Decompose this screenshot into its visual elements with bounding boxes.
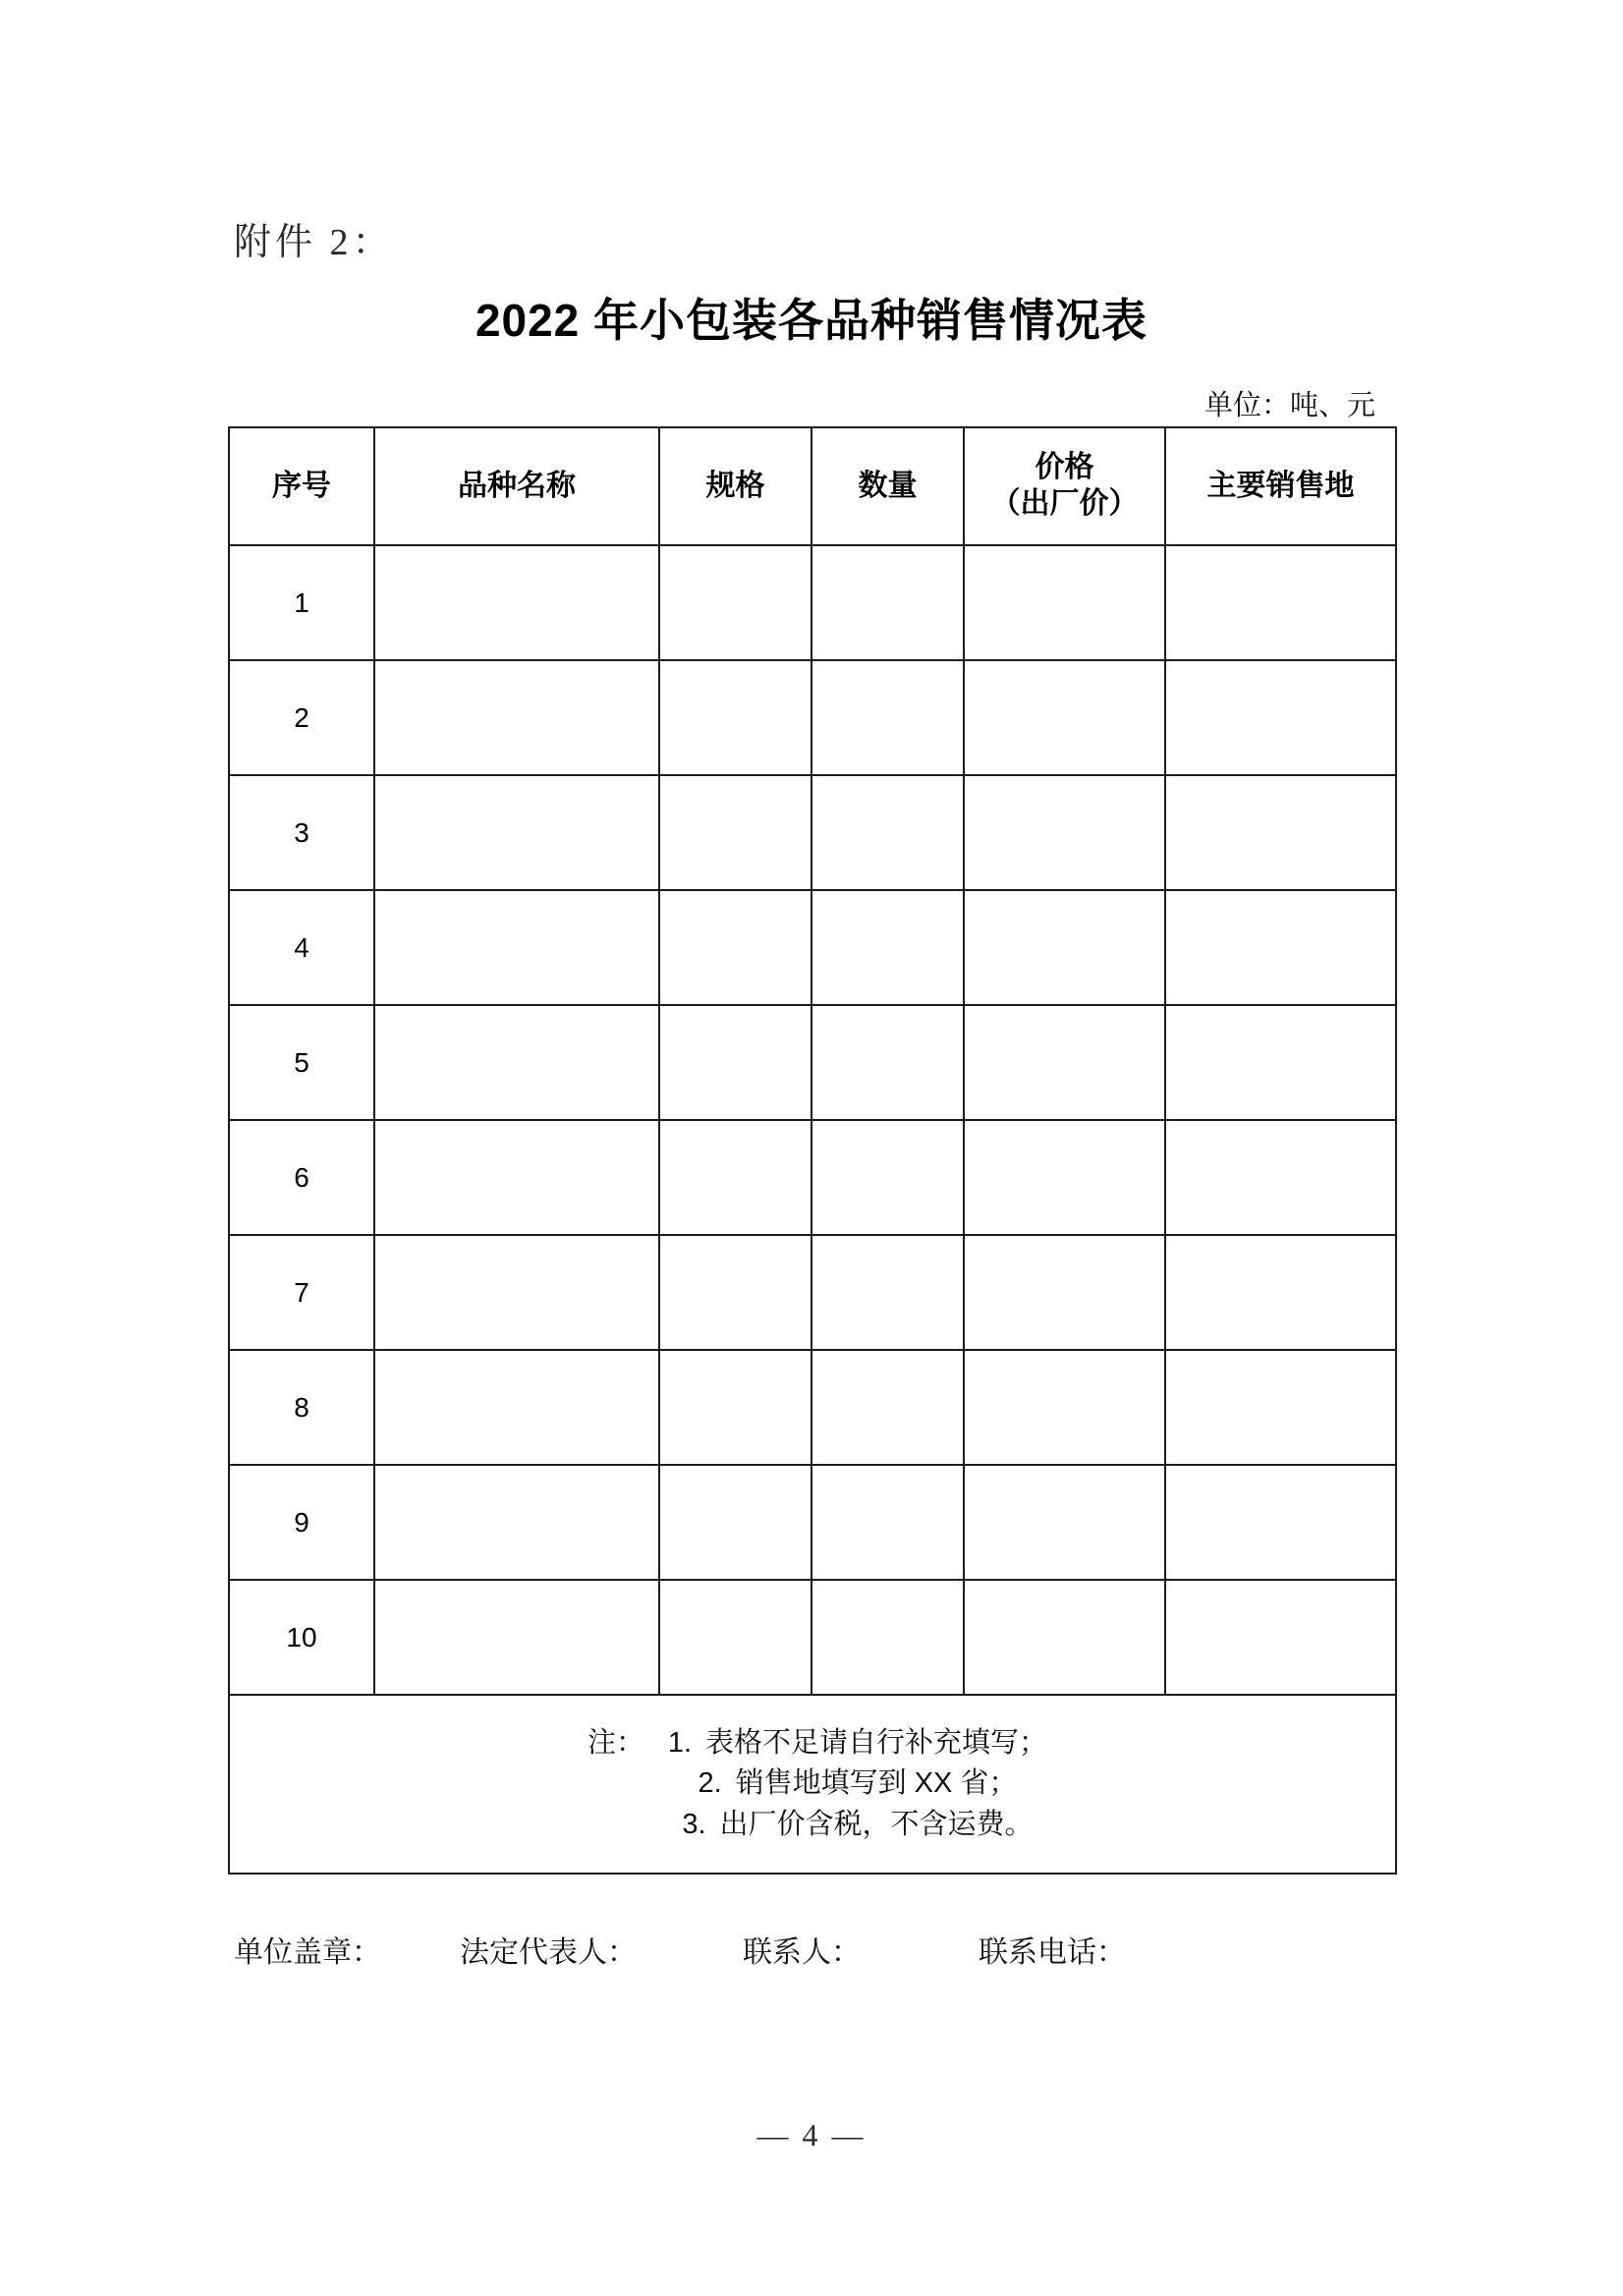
cell-variety-name[interactable] [374, 1235, 659, 1350]
cell-variety-name[interactable] [374, 1350, 659, 1465]
cell-variety-name[interactable] [374, 1580, 659, 1695]
cell-specification[interactable] [659, 1235, 812, 1350]
cell-variety-name[interactable] [374, 1465, 659, 1580]
cell-specification[interactable] [659, 660, 812, 775]
cell-quantity[interactable] [812, 1005, 964, 1120]
column-header-price-line2: （出厂价） [990, 487, 1139, 520]
table-row [229, 1580, 1396, 1695]
sales-table-container [228, 426, 1395, 1875]
column-header-price-line1: 价格 [1035, 451, 1094, 484]
signature-row [234, 1928, 1403, 1971]
note-item [230, 1805, 1395, 1845]
cell-specification[interactable] [659, 545, 812, 660]
table-row [229, 1005, 1396, 1120]
note-number: 2. [698, 1767, 722, 1800]
signature-field-2[interactable]: 法定代表人： [460, 1936, 637, 1969]
cell-main-sales-area[interactable] [1165, 890, 1396, 1005]
cell-main-sales-area[interactable] [1165, 775, 1396, 890]
cell-index: 2 [229, 660, 374, 775]
attachment-label: 附件 2： [234, 222, 394, 263]
table-header [229, 427, 1396, 545]
cell-index: 4 [229, 890, 374, 1005]
cell-specification[interactable] [659, 890, 812, 1005]
table-row [229, 1465, 1396, 1580]
cell-quantity[interactable] [812, 1465, 964, 1580]
table-row [229, 890, 1396, 1005]
table-row [229, 775, 1396, 890]
cell-index: 5 [229, 1005, 374, 1120]
column-header-specification: 规格 [659, 427, 812, 545]
cell-index: 10 [229, 1580, 374, 1695]
cell-variety-name[interactable] [374, 1005, 659, 1120]
cell-quantity[interactable] [812, 660, 964, 775]
table-row [229, 1350, 1396, 1465]
notes-list [230, 1723, 1395, 1845]
signature-field-4[interactable]: 联系电话： [979, 1936, 1126, 1969]
cell-index: 1 [229, 545, 374, 660]
cell-variety-name[interactable] [374, 545, 659, 660]
note-item [230, 1723, 1395, 1764]
cell-quantity[interactable] [812, 1580, 964, 1695]
notes-lead: 注： [587, 1727, 644, 1760]
column-header-variety-name: 品种名称 [374, 427, 659, 545]
note-item [230, 1764, 1395, 1804]
cell-quantity[interactable] [812, 545, 964, 660]
page-number: — 4 — [756, 2117, 867, 2153]
table-row [229, 1235, 1396, 1350]
signature-field-3[interactable]: 联系人： [743, 1936, 861, 1969]
cell-main-sales-area[interactable] [1165, 1580, 1396, 1695]
table-row [229, 1120, 1396, 1235]
note-text: 表格不足请自行补充填写； [704, 1727, 1047, 1760]
table-row [229, 545, 1396, 660]
cell-variety-name[interactable] [374, 890, 659, 1005]
cell-main-sales-area[interactable] [1165, 545, 1396, 660]
cell-specification[interactable] [659, 1465, 812, 1580]
cell-index: 9 [229, 1465, 374, 1580]
column-header-main-sales-area: 主要销售地 [1165, 427, 1396, 545]
cell-index: 7 [229, 1235, 374, 1350]
cell-main-sales-area[interactable] [1165, 1235, 1396, 1350]
cell-specification[interactable] [659, 1580, 812, 1695]
cell-specification[interactable] [659, 775, 812, 890]
cell-quantity[interactable] [812, 1235, 964, 1350]
column-header-index: 序号 [229, 427, 374, 545]
table-body [229, 545, 1396, 1695]
cell-variety-name[interactable] [374, 775, 659, 890]
cell-main-sales-area[interactable] [1165, 1005, 1396, 1120]
sales-table [228, 426, 1397, 1875]
note-number: 3. [682, 1808, 706, 1840]
note-number: 1. [667, 1727, 693, 1760]
table-row [229, 660, 1396, 775]
signature-field-1[interactable]: 单位盖章： [234, 1936, 381, 1969]
cell-main-sales-area[interactable] [1165, 1350, 1396, 1465]
cell-variety-name[interactable] [374, 1120, 659, 1235]
cell-price[interactable] [964, 660, 1165, 775]
cell-price[interactable] [964, 1005, 1165, 1120]
cell-price[interactable] [964, 1350, 1165, 1465]
column-header-price [964, 427, 1165, 545]
notes-row [229, 1695, 1396, 1874]
cell-price[interactable] [964, 1120, 1165, 1235]
note-text: 销售地填写到 XX 省； [735, 1767, 1018, 1800]
cell-main-sales-area[interactable] [1165, 1120, 1396, 1235]
cell-quantity[interactable] [812, 890, 964, 1005]
notes-cell [229, 1695, 1396, 1874]
cell-quantity[interactable] [812, 775, 964, 890]
cell-index: 3 [229, 775, 374, 890]
cell-price[interactable] [964, 545, 1165, 660]
table-footer [229, 1695, 1396, 1874]
cell-specification[interactable] [659, 1120, 812, 1235]
cell-price[interactable] [964, 890, 1165, 1005]
cell-index: 6 [229, 1120, 374, 1235]
column-header-quantity: 数量 [812, 427, 964, 545]
cell-price[interactable] [964, 1580, 1165, 1695]
cell-main-sales-area[interactable] [1165, 1465, 1396, 1580]
cell-index: 8 [229, 1350, 374, 1465]
cell-price[interactable] [964, 1465, 1165, 1580]
cell-specification[interactable] [659, 1005, 812, 1120]
unit-note: 单位：吨、元 [1203, 390, 1375, 421]
cell-price[interactable] [964, 1235, 1165, 1350]
note-text: 出厂价含税，不含运费。 [719, 1808, 1034, 1840]
cell-quantity[interactable] [812, 1120, 964, 1235]
cell-variety-name[interactable] [374, 660, 659, 775]
cell-specification[interactable] [659, 1350, 812, 1465]
page-title: 2022 年小包装各品种销售情况表 [475, 295, 1148, 346]
table-header-row [229, 427, 1396, 545]
cell-main-sales-area[interactable] [1165, 660, 1396, 775]
cell-quantity[interactable] [812, 1350, 964, 1465]
cell-price[interactable] [964, 775, 1165, 890]
